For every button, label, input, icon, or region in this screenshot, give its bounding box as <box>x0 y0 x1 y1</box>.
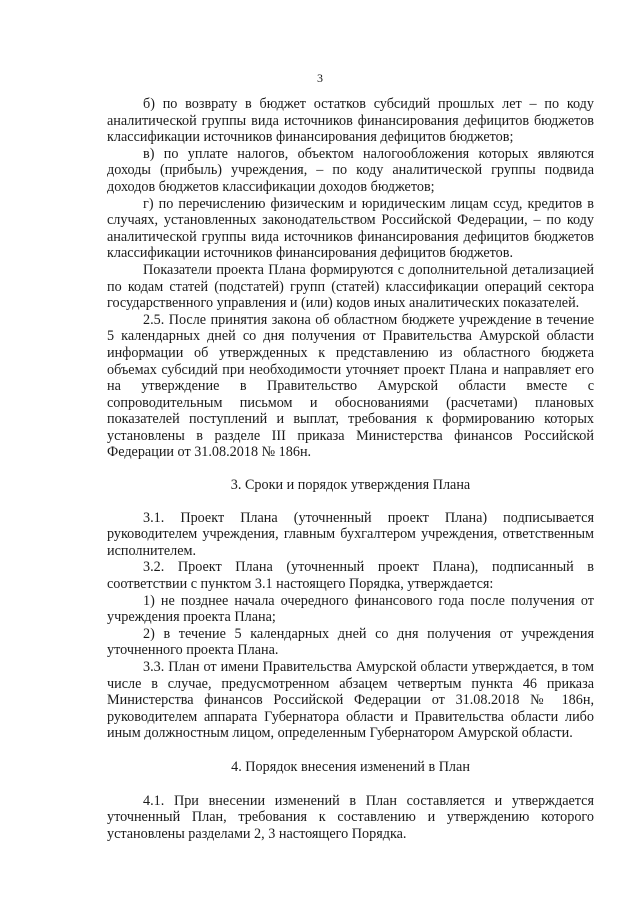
section-3-heading: 3. Сроки и порядок утверждения Плана <box>230 477 471 494</box>
paragraph-3-2-item-1: 1) не позднее начала очередного финансового года после получения от учреждения проекта Плана; <box>107 592 594 626</box>
paragraph-2-5: 2.5. После принятия закона об областном бюджете учреждение в течение 5 календарных дней со дня получения от Правительства Амурской области информации об утвержденных к представлению из областного бюджета объемах субсидий при необходимости уточняет проект Плана и направляет его на утверждение в Правительство Амурской области вместе с сопроводительным письмом и обоснованиями (расчетами) плановых показателей поступлений и выплат, требования к формированию которых установлены в разделе III приказа Министерства финансов Российской Федерации от 31.08.2018 № 186н. <box>107 311 594 461</box>
section-4-heading: 4. Порядок внесения изменений в План <box>231 758 470 775</box>
paragraph-3-2-item-2: 2) в течение 5 календарных дней со дня получения от учреждения уточненного проекта Плана. <box>107 625 594 659</box>
page-number: 3 <box>317 71 323 85</box>
paragraph-2-4-g: г) по перечислению физическим и юридическим лицам ссуд, кредитов в случаях, установленных законодательством Российской Федерации, – по коду аналитической группы вида источников финансирования дефицитов бюджетов классификации источников финансирования дефицитов бюджетов. <box>107 195 594 262</box>
paragraph-2-4-b: б) по возврату в бюджет остатков субсидий прошлых лет – по коду аналитической группы вида источников финансирования дефицитов бюджетов классификации источников финансирования дефицитов бюджетов; <box>107 96 594 146</box>
paragraph-3-2: 3.2. Проект Плана (уточненный проект Плана), подписанный в соответствии с пунктом 3.1 настоящего Порядка, утверждается: <box>107 559 594 593</box>
paragraph-3-1: 3.1. Проект Плана (уточненный проект Плана) подписывается руководителем учреждения, главным бухгалтером учреждения, ответственным исполнителем. <box>107 509 594 559</box>
paragraph-indicators: Показатели проекта Плана формируются с дополнительной детализацией по кодам статей (подстатей) групп (статей) классификации операций сектора государственного управления и (или) кодов иных аналитических показателей. <box>107 261 594 312</box>
paragraph-3-3: 3.3. План от имени Правительства Амурской области утверждается, в том числе в случае, предусмотренном абзацем четвертым пункта 46 приказа Министерства финансов Российской Федерации от 31.08.2018 № 186н, руководителем аппарата Губернатора области и Правительства области либо иным должностным лицом, определенным Губернатором Амурской области. <box>107 659 594 742</box>
paragraph-4-1: 4.1. При внесении изменений в План составляется и утверждается уточненный План, требования к составлению и утверждению которого установлены разделами 2, 3 настоящего Порядка. <box>107 792 594 842</box>
document-body <box>107 96 594 842</box>
paragraph-2-4-v: в) по уплате налогов, объектом налогообложения которых являются доходы (прибыль) учреждения, – по коду аналитической группы подвида доходов бюджетов классификации доходов бюджетов; <box>107 145 594 195</box>
